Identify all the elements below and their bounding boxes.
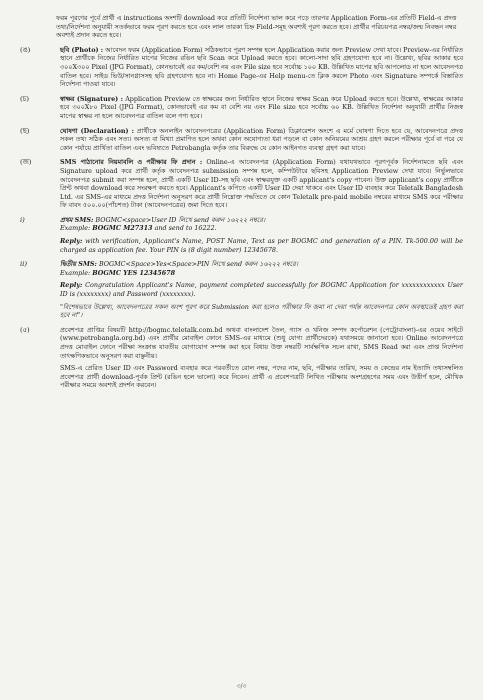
example-code: BOGMC YES 12345678: [92, 268, 176, 277]
reply-label: Reply:: [60, 237, 83, 246]
item-heading: SMS পাঠানোর নিয়মাবলি ও পরীক্ষার ফি প্রদান :: [60, 158, 203, 167]
instruction-admit-card: [16, 326, 463, 390]
item-number: (ঙ): [20, 45, 31, 54]
item-heading: ছবি (Photo) :: [60, 45, 104, 54]
item-text: Application Preview তে স্বাক্ষরের জন্য নির্ধারিত স্থানে নিজের স্বাক্ষর Scan করে Upload করতে হবে। উল্লেখ্য, স্বাক্ষরের আকার হবে ৩০০X৮০ Pixel (JPG Format), কোনভাবেই এর কম বা বেশি নয় এবং File size হবে সর্বোচ্চ ৬০ KB. উল্লিখিত নির্দেশনা অনুযায়ী প্রার্থীর নিজস্ব মাপের স্বাক্ষর না হলে আবেদনপত্র বাতিল বলে গণ্য হবে।: [60, 94, 463, 120]
step-number: i): [20, 215, 25, 224]
instruction-signature: [16, 95, 463, 121]
item-heading: স্বাক্ষর (Signature) :: [60, 94, 123, 103]
item-text: প্রার্থীকে অনলাইন আবেদনপত্রের (Application Form) ডিক্লারেশন অংশে এ মর্মে ঘোষণা দিতে হবে যে, আবেদনপত্রে প্রদত্ত সকল তথ্য সঠিক এবং সত্য। অসত্য বা মিথ্যা প্রমাণিত হলে অথবা কোন অযোগ্যতা ধরা পড়লে বা কোন অনিয়মের আশ্রয় গ্রহণ করলে পরীক্ষার পূর্বে বা পরে যে কোন পর্যায়ে প্রার্থিতা বাতিল এবং ভবিষ্যতে Petrobangla কর্তৃক তার বিরুদ্ধে যে কোন আইনগত ব্যবস্থা গ্রহণ করা যাবে।: [60, 126, 463, 152]
example-label: Example:: [60, 268, 91, 277]
example-label: Example:: [60, 224, 91, 233]
item-number: (চ): [20, 94, 29, 103]
example-code: BOGMC M27313: [92, 224, 153, 233]
item-text: Online-এ আবেদনপত্র (Application Form) যথাযথভাবে পূরণপূর্বক নির্দেশনামতে ছবি এবং Signature upload করে প্রার্থী কর্তৃক আবেদনপত্র submission সম্পন্ন হলে, কম্পিউটারে ছবিসহ Application Preview দেখা যাবে। নির্ভুলভাবে আবেদনপত্র submit করা সম্পন্ন হলে, প্রার্থী একটি User ID-সহ ছবি এবং স্বাক্ষরযুক্ত একটি applicant's copy পাবেন। উক্ত applicant's copy প্রার্থীকে প্রিন্ট অথবা download করে সংরক্ষণ করতে হবে। Applicant's কপিতে একটি User ID দেয়া থাকবে এবং User ID ব্যবহার করে Teletalk Bangladesh Ltd. এর SMS-এর মাধ্যমে প্রদত্ত নির্দেশনা অনুসরণ করে প্রার্থী নিম্নোক্ত পদ্ধতিতে যে কোন Teletalk pre-paid mobile নম্বরের মাধ্যমে SMS করে পরীক্ষার ফি বাবদ ৫০০.০০(পাঁচশত) টাকা (আবেদনপত্রের) জমা দিতে হবে।: [60, 158, 463, 210]
step-title: দ্বিতীয় SMS:: [60, 260, 97, 269]
important-note: "বিশেষভাবে উল্লেখ্য, আবেদনপত্রের সকল অংশ পূরণ করে Submission করা হলেও পরীক্ষার ফি জমা না দেয়া পর্যন্ত আবেদনপত্র কোন অবস্থাতেই গ্রহণ করা হবে না"।: [60, 302, 463, 320]
reply-text: Congratulation Applicant's Name, payment completed successfully for BOGMC Application for xxxxxxxxxxxx User ID is (xxxxxxxx) and Password (xxxxxxxx).: [60, 281, 463, 299]
item-number: (৫): [20, 325, 30, 334]
item-extra-text: SMS-এ প্রেরিত User ID এবং Password ব্যবহার করে পরবর্তীতে রোল নম্বর, পদের নাম, ছবি, পরীক্ষার তারিখ, সময় ও কেন্দ্রের নাম ইত্যাদি তথ্যসম্বলিত প্রবেশপত্র প্রার্থী download-পূর্বক প্রিন্ট (রঙিন হলে ভালো) করে নিবেন। প্রার্থী এ প্রবেশপত্রটি লিখিত পরীক্ষায় অংশগ্রহণের সময় এবং উত্তীর্ণ হলে, মৌখিক পরীক্ষার সময়ে অবশ্যই প্রদর্শন করবেন।: [60, 364, 463, 390]
item-text: প্রবেশপত্র প্রাপ্তির বিষয়টি http://bogmc.teletalk.com.bd অথবা বাংলাদেশ তৈল, গ্যাস ও খনিজ সম্পদ কর্পোরেশন (পেট্রোবাংলা)-এর ওয়েব সাইটে (www.petrobangla.org.bd) এবং প্রার্থীর মোবাইল ফোনে SMS-এর মাধ্যমে (শুধু যোগ্য প্রার্থীদেরকে) যথাসময়ে জানানো হবে। Online আবেদনপত্রে প্রদত্ত মোবাইল ফোনে পরীক্ষা সংক্রান্ত যাবতীয় যোগাযোগ সম্পন্ন করা হবে বিধায় উক্ত নম্বরটি সার্বক্ষণিক সচল রাখা, SMS Read করা এবং প্রাপ্ত নির্দেশনা তাৎক্ষণিকভাবে অনুসরণ করা বাঞ্ছনীয়।: [60, 325, 463, 360]
step-number: ii): [20, 260, 27, 269]
item-heading: ঘোষণা (Declaration) :: [60, 126, 134, 135]
instruction-sms: [16, 158, 463, 210]
item-number: (জ): [20, 158, 32, 167]
instruction-declaration: [16, 127, 463, 153]
page-number: ৩/৩: [236, 683, 247, 691]
sms-step-2: [16, 260, 463, 320]
sms-step-1: [16, 216, 463, 254]
reply-label: Reply:: [60, 281, 83, 290]
intro-paragraph: ফরম পূরণের পূর্বে প্রার্থী এ instructions অংশটি download করে প্রতিটি নির্দেশনা ভাল করে পড়ে তারপর Application Form-এর প্রতিটি Field-এ প্রদত্ত তথ্য/নির্দেশনা অনুযায়ী সতর্কভাবে ফরম পূরণ করতে হবে এবং লাল তারকা চিহ্ন Field-সমূহ অবশ্যই পূরণ করতে হবে। প্রার্থীর পরিচয়পত্র নম্বর/জন্ম নিবন্ধন নম্বর অবশ্যই প্রদান করতে হবে।: [56, 14, 457, 40]
example-tail: and send to 16222.: [154, 224, 217, 233]
step-command: BOGMC<space>User ID লিখে send করুন ১৬২২২ নম্বরে।: [95, 215, 266, 224]
item-number: (ছ): [20, 126, 30, 135]
instruction-photo: [16, 46, 463, 89]
step-title: প্রথম SMS:: [60, 215, 94, 224]
item-text: আবেদন ফরম (Application Form) সঠিকভাবে পূরণ সম্পন্ন হলে Application করার জন্য Preview দেখা যাবে। Preview-এর নির্ধারিত স্থানে প্রার্থীকে নিজের নির্ধারিত মাপের নিজের রঙিন ছবি Scan করে Upload করতে হবে। কালো-সাদা ছবি গ্রহণযোগ্য হবে না। উল্লেখ্য, ছবির আকার হবে ৩০০X৩০০ Pixel (JPG Format), কোনভাবেই এর কম/বেশি নয় এবং File size হবে সর্বোচ্চ ১০০ KB. উল্লিখিত মাপের ছবি আপলোড না হলে আবেদনপত্র বাতিল হবে। সাইড ভিউ/সানগ্লাসসহ ছবি গ্রহণযোগ্য হবে না। Home Page-এর Help menu-তে ক্লিক করলে Photo এবং Signature সম্পর্কে বিস্তারিত নির্দেশনা পাওয়া যাবে।: [60, 45, 463, 89]
reply-text: with verification, Applicant's Name, POST Name, Text as per BOGMC and generation of a PIN. Tk-500.00 will be charged as application fee. Your PIN is (8 digit number) 12345678.: [60, 237, 463, 254]
step-command: BOGMC<Space>Yes<Space>PIN লিখে send করুন ১৬২২২ নম্বরে।: [98, 260, 299, 269]
